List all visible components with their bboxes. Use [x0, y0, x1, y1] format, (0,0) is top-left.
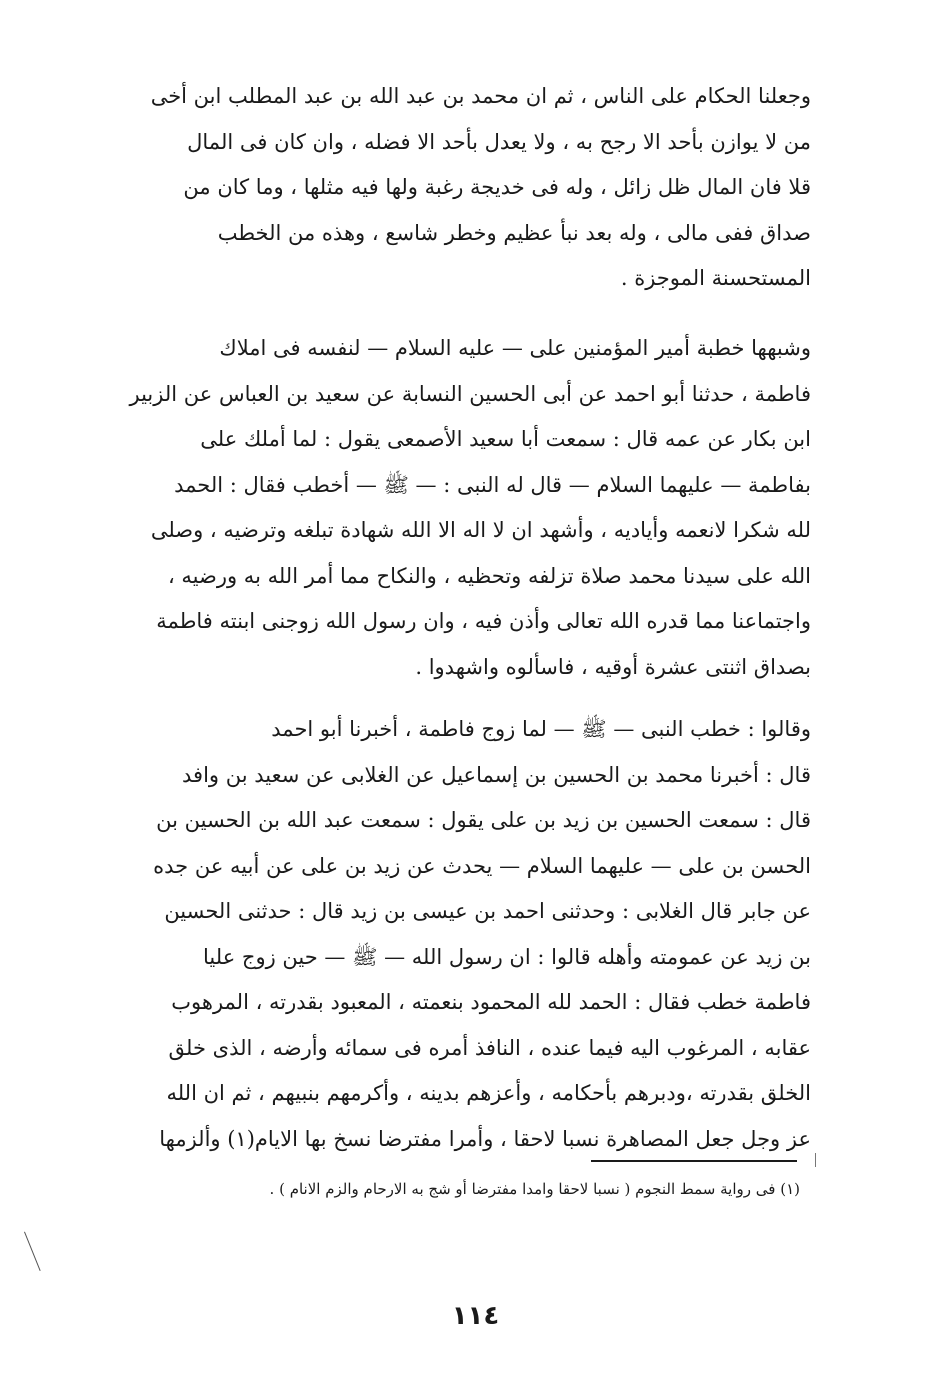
text-line: الحسن بن على — عليهما السلام — يحدث عن زيد بن على عن أبيه عن جده [153, 853, 811, 878]
text-line: قال : سمعت الحسين بن زيد بن على يقول : سمعت عبد الله بن الحسين بن [156, 808, 811, 832]
text-line: الخلق بقدرته ،ودبرهم بأحكامه ، وأعزهم بدينه ، وأكرمهم بنبيهم ، ثم ان الله [166, 1081, 811, 1105]
text-line: عز وجل جعل المصاهرة نسبا لاحقا ، وأمرا مفترضا نسخ بها الايام(١) وألزمها [159, 1126, 811, 1151]
footnote: (١) فى رواية سمط النجوم ( نسبا لاحقا وامدا مفترضا أو شج به الارحام والزم الانام ) . [269, 1180, 800, 1198]
text-line: وجعلنا الحكام على الناس ، ثم ان محمد بن عبد الله بن عبد المطلب ابن أخى [150, 84, 811, 108]
text-line: قلا فان المال ظل زائل ، وله فى خديجة رغبة ولها فيه مثلها ، وما كان من [183, 175, 811, 199]
footnote-divider [591, 1160, 797, 1162]
text-line: ابن بكار عن عمه قال : سمعت أبا سعيد الأصمعى يقول : لما أملك على [200, 427, 811, 451]
margin-mark [815, 1153, 816, 1167]
page-number: ١١٤ [451, 1301, 500, 1331]
text-line: من لا يوازن بأحد الا رجح به ، ولا يعدل بأحد الا فضله ، وان كان فى المال [187, 129, 811, 154]
text-line: الله على سيدنا محمد صلاة تزلفه وتحظيه ، والنكاح مما أمر الله به ورضيه ، [167, 563, 811, 588]
paragraph-3 [103, 707, 811, 1162]
text-line: وقالوا : خطب النبى — ﷺ — لما زوج فاطمة ، أخبرنا أبو احمد [271, 717, 811, 741]
text-line: لله شكرا لانعمه وأياديه ، وأشهد ان لا اله الا الله شهادة تبلغه وترضيه ، وصلى [150, 518, 811, 542]
text-line: بن زيد عن عمومته وأهله قالوا : ان رسول الله — ﷺ — حين زوج عليا [203, 944, 811, 969]
paragraph-1 [103, 74, 811, 302]
scan-artifact [24, 1232, 41, 1271]
text-line: بصداق اثنتى عشرة أوقيه ، فاسألوه واشهدوا . [415, 654, 811, 679]
text-line: بفاطمة — عليهما السلام — قال له النبى : — ﷺ — أخطب فقال : الحمد [174, 472, 811, 497]
text-line: عن جابر قال الغلابى : وحدثنى احمد بن عيسى بن زيد قال : حدثنى الحسين [164, 899, 811, 923]
text-line: واجتماعنا مما قدره الله تعالى وأذن فيه ، وان رسول الله زوجنى ابنته فاطمة [156, 609, 811, 633]
text-line: فاطمة خطب فقال : الحمد لله المحمود بنعمته ، المعبود بقدرته ، المرهوب [171, 990, 811, 1014]
text-line: فاطمة ، حدثنا أبو احمد عن أبى الحسين النسابة عن سعيد بن العباس عن الزبير [129, 381, 811, 406]
text-line: عقابه ، المرغوب اليه فيما عنده ، النافذ أمره فى سمائه وأرضه ، الذى خلق [168, 1035, 811, 1060]
text-line: صداق ففى مالى ، وله بعد نبأ عظيم وخطر شاسع ، وهذه من الخطب [217, 220, 811, 245]
text-line: وشبهها خطبة أمير المؤمنين على — عليه السلام — لنفسه فى املاك [219, 336, 811, 360]
text-line: قال : أخبرنا محمد بن الحسين بن إسماعيل عن الغلابى عن سعيد بن وافد [182, 762, 811, 787]
text-line: المستحسنة الموجزة . [620, 266, 811, 290]
paragraph-2 [103, 326, 811, 690]
